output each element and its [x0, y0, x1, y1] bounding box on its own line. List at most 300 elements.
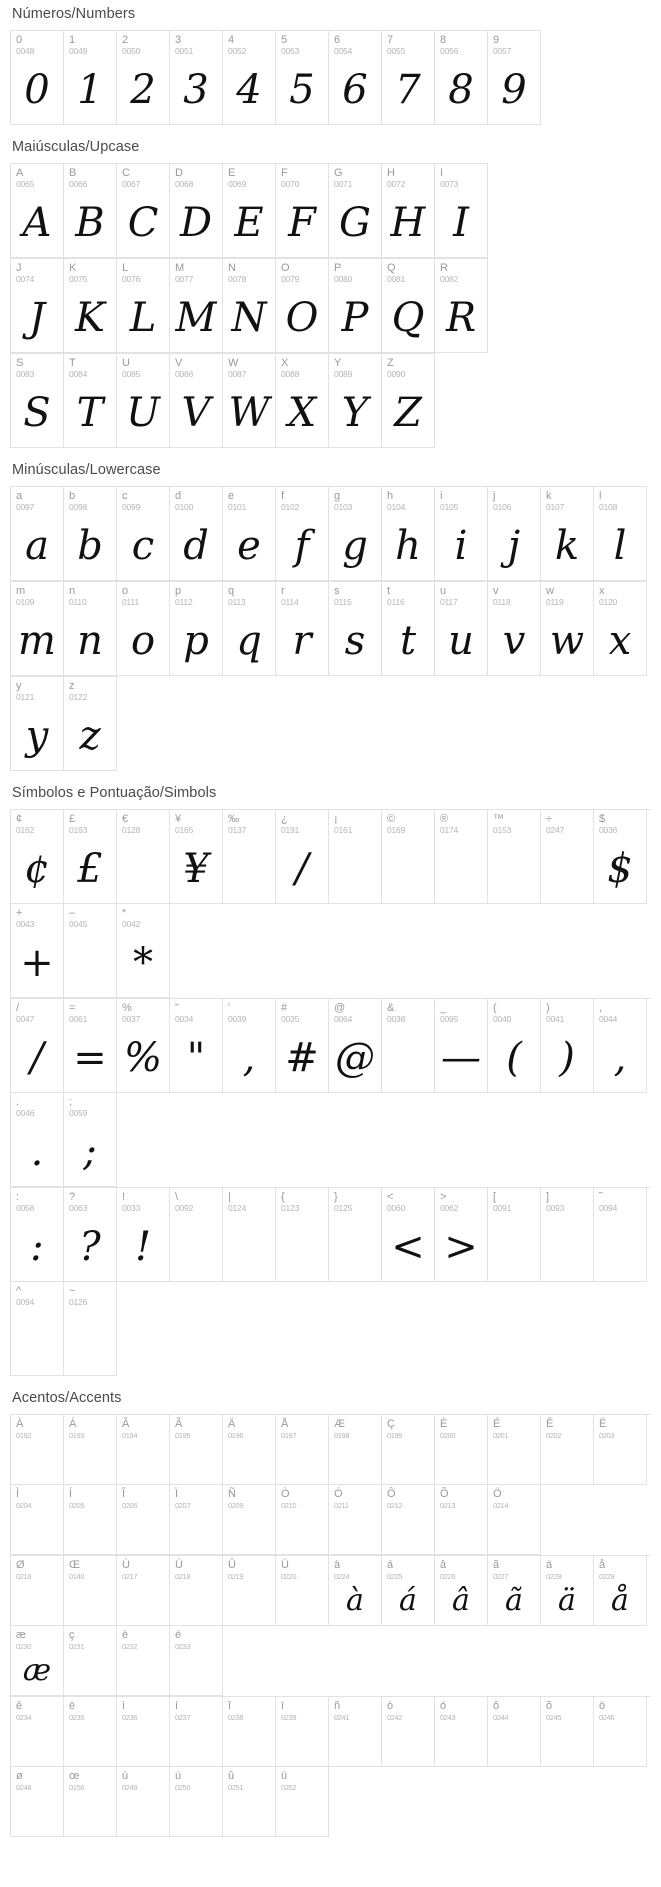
- glyph-preview: P: [341, 295, 369, 341]
- glyph-preview: [170, 1507, 222, 1553]
- glyph-cell[interactable]: [117, 904, 170, 998]
- glyph-cell[interactable]: [541, 487, 594, 581]
- glyph-cell[interactable]: [276, 582, 329, 676]
- glyph-code-label: 0069: [228, 179, 247, 189]
- glyph-cell[interactable]: [64, 259, 117, 353]
- glyph-cell[interactable]: [382, 1415, 435, 1485]
- glyph-preview: [170, 1437, 222, 1483]
- glyph-char-label: ì: [122, 1700, 126, 1712]
- glyph-char-label: .: [16, 1096, 20, 1108]
- glyph-cell[interactable]: [382, 1188, 435, 1282]
- glyph-cell[interactable]: [594, 582, 647, 676]
- glyph-cell[interactable]: [64, 487, 117, 581]
- glyph-char-label: Å: [281, 1418, 289, 1430]
- glyph-cell[interactable]: [170, 1697, 223, 1767]
- glyph-cell[interactable]: [488, 31, 541, 125]
- glyph-char-label: œ: [69, 1770, 80, 1782]
- glyph-char-label: F: [281, 167, 288, 179]
- glyph-cell[interactable]: [64, 354, 117, 448]
- glyph-preview: ": [186, 1035, 206, 1081]
- glyph-code-label: 0117: [440, 597, 458, 607]
- glyph-char-label: ;: [69, 1096, 73, 1108]
- glyph-preview: E: [234, 200, 264, 246]
- glyph-cell[interactable]: [11, 1093, 64, 1187]
- glyph-code-label: 0197: [281, 1431, 297, 1440]
- glyph-code-label: 0209: [228, 1501, 244, 1510]
- glyph-cell[interactable]: [594, 1188, 647, 1282]
- glyph-cell[interactable]: [117, 1188, 170, 1282]
- glyph-cell[interactable]: [223, 487, 276, 581]
- glyph-preview: 6: [342, 67, 368, 113]
- glyph-cell[interactable]: [11, 259, 64, 353]
- glyph-cell[interactable]: [117, 1626, 170, 1696]
- glyph-code-label: 0241: [334, 1713, 350, 1722]
- glyph-cell[interactable]: [329, 487, 382, 581]
- glyph-cell[interactable]: [64, 1485, 117, 1555]
- glyph-code-label: 0115: [334, 597, 352, 607]
- glyph-cell[interactable]: [541, 1415, 594, 1485]
- glyph-cell[interactable]: [170, 487, 223, 581]
- glyph-cell[interactable]: [594, 1697, 647, 1767]
- glyph-cell[interactable]: [64, 677, 117, 771]
- glyph-cell[interactable]: [382, 1556, 435, 1626]
- glyph-char-label: ü: [281, 1770, 288, 1782]
- glyph-char-label: D: [175, 167, 183, 179]
- glyph-cell[interactable]: [541, 1188, 594, 1282]
- glyph-cell[interactable]: [435, 1188, 488, 1282]
- glyph-cell[interactable]: [276, 1415, 329, 1485]
- glyph-cell[interactable]: [64, 1626, 117, 1696]
- glyph-preview: —: [441, 1035, 481, 1081]
- glyph-char-label: W: [228, 357, 239, 369]
- glyph-cell[interactable]: [64, 164, 117, 258]
- glyph-char-label: @: [334, 1002, 346, 1014]
- glyph-cell[interactable]: [276, 999, 329, 1093]
- glyph-cell[interactable]: [117, 487, 170, 581]
- glyph-cell[interactable]: [488, 810, 541, 904]
- glyph-preview: [594, 1214, 646, 1280]
- glyph-cell[interactable]: [11, 164, 64, 258]
- glyph-cell[interactable]: [170, 354, 223, 448]
- glyph-preview: 5: [289, 67, 315, 113]
- glyph-cell[interactable]: [11, 1556, 64, 1626]
- glyph-code-label: 0071: [334, 179, 353, 189]
- glyph-cell[interactable]: [435, 1556, 488, 1626]
- glyph-char-label: K: [69, 262, 77, 274]
- glyph-preview: æ: [22, 1653, 52, 1688]
- glyph-cell[interactable]: [541, 582, 594, 676]
- glyph-char-label: 8: [440, 34, 447, 46]
- glyph-cell[interactable]: [541, 810, 594, 904]
- glyph-cell[interactable]: [276, 1188, 329, 1282]
- glyph-cell[interactable]: [11, 810, 64, 904]
- glyph-cell[interactable]: [488, 1556, 541, 1626]
- glyph-char-label: p: [175, 585, 182, 597]
- glyph-preview: v: [502, 618, 526, 664]
- glyph-cell[interactable]: [382, 354, 435, 448]
- glyph-cell[interactable]: [223, 1767, 276, 1837]
- glyph-cell[interactable]: [329, 1415, 382, 1485]
- glyph-cell[interactable]: [117, 1485, 170, 1555]
- glyph-char-label: ": [175, 1002, 179, 1014]
- glyph-cell[interactable]: [488, 1697, 541, 1767]
- glyph-code-label: 0041: [546, 1014, 565, 1024]
- glyph-cell[interactable]: [170, 582, 223, 676]
- glyph-cell[interactable]: [223, 1485, 276, 1555]
- glyph-char-label: h: [387, 490, 394, 502]
- glyph-preview: M: [175, 295, 217, 341]
- glyph-cell[interactable]: [223, 1556, 276, 1626]
- glyph-code-label: 0248: [16, 1783, 32, 1792]
- glyph-cell[interactable]: [435, 31, 488, 125]
- glyph-preview: [435, 836, 487, 902]
- glyph-cell[interactable]: [170, 1556, 223, 1626]
- glyph-cell[interactable]: [117, 259, 170, 353]
- glyph-cell[interactable]: [64, 1282, 117, 1376]
- glyph-cell[interactable]: [488, 999, 541, 1093]
- glyph-preview: [488, 1437, 540, 1483]
- glyph-code-label: 0111: [122, 597, 139, 607]
- glyph-cell[interactable]: [223, 1697, 276, 1767]
- glyph-cell[interactable]: [276, 354, 329, 448]
- glyph-code-label: 0116: [387, 597, 405, 607]
- glyph-code-label: 0044: [599, 1014, 618, 1024]
- glyph-cell[interactable]: [329, 259, 382, 353]
- glyph-code-label: 0045: [69, 919, 88, 929]
- glyph-cell[interactable]: [382, 999, 435, 1093]
- glyph-code-label: 0049: [69, 46, 88, 56]
- glyph-cell[interactable]: [276, 259, 329, 353]
- glyph-cell[interactable]: [11, 1188, 64, 1282]
- glyph-cell[interactable]: [11, 677, 64, 771]
- glyph-cell[interactable]: [11, 582, 64, 676]
- glyph-cell[interactable]: [435, 487, 488, 581]
- glyph-cell[interactable]: [64, 1767, 117, 1837]
- glyph-char-label: û: [228, 1770, 235, 1782]
- glyph-cell[interactable]: [11, 904, 64, 998]
- glyph-preview: %: [123, 1035, 162, 1081]
- glyph-cell[interactable]: [488, 487, 541, 581]
- glyph-char-label: y: [16, 680, 22, 692]
- glyph-cell[interactable]: [329, 1697, 382, 1767]
- glyph-cell[interactable]: [276, 164, 329, 258]
- glyph-cell[interactable]: [64, 1697, 117, 1767]
- glyph-preview: f: [294, 523, 310, 569]
- glyph-code-label: 0237: [175, 1713, 191, 1722]
- glyph-cell[interactable]: [382, 164, 435, 258]
- glyph-cell[interactable]: [594, 1415, 647, 1485]
- glyph-char-label: €: [122, 813, 129, 825]
- glyph-cell[interactable]: [382, 31, 435, 125]
- glyph-char-label: 7: [387, 34, 394, 46]
- glyph-cell[interactable]: [223, 810, 276, 904]
- glyph-code-label: 0161: [334, 825, 353, 835]
- glyph-cell[interactable]: [11, 1626, 64, 1696]
- glyph-char-label: c: [122, 490, 128, 502]
- glyph-cell[interactable]: [11, 1697, 64, 1767]
- glyph-code-label: 0037: [122, 1014, 141, 1024]
- glyph-char-label: (: [493, 1002, 497, 1014]
- glyph-code-label: 0040: [493, 1014, 512, 1024]
- glyph-cell[interactable]: [11, 1767, 64, 1837]
- glyph-cell[interactable]: [488, 1188, 541, 1282]
- glyph-code-label: 0110: [69, 597, 87, 607]
- glyph-preview: [117, 1437, 169, 1483]
- glyph-code-label: 0065: [16, 179, 35, 189]
- glyph-preview: i: [454, 523, 468, 569]
- glyph-preview: [11, 1507, 63, 1553]
- glyph-cell[interactable]: [117, 999, 170, 1093]
- glyph-section: [10, 125, 651, 448]
- glyph-cell[interactable]: [276, 31, 329, 125]
- glyph-preview: o: [130, 618, 156, 664]
- glyph-cell[interactable]: [223, 1188, 276, 1282]
- glyph-code-label: 0235: [69, 1713, 85, 1722]
- glyph-cell[interactable]: [435, 810, 488, 904]
- glyph-cell[interactable]: [11, 1282, 64, 1376]
- glyph-cell[interactable]: [223, 582, 276, 676]
- glyph-cell[interactable]: [117, 582, 170, 676]
- glyph-cell[interactable]: [170, 810, 223, 904]
- glyph-cell[interactable]: [276, 1697, 329, 1767]
- glyph-code-label: 0106: [493, 502, 512, 512]
- glyph-cell[interactable]: [11, 999, 64, 1093]
- section-title: Símbolos e Pontuação/Simbols: [12, 785, 217, 801]
- glyph-cell[interactable]: [435, 1697, 488, 1767]
- glyph-cell[interactable]: [435, 1415, 488, 1485]
- glyph-code-label: 0123: [281, 1203, 300, 1213]
- glyph-cell[interactable]: [435, 164, 488, 258]
- glyph-cell[interactable]: [382, 582, 435, 676]
- glyph-preview: [11, 1578, 63, 1624]
- glyph-cell[interactable]: [541, 1697, 594, 1767]
- glyph-char-label: f: [281, 490, 285, 502]
- glyph-cell[interactable]: [64, 904, 117, 998]
- glyph-preview: [594, 1719, 646, 1765]
- glyph-cell[interactable]: [11, 487, 64, 581]
- glyph-cell[interactable]: [64, 1556, 117, 1626]
- glyph-preview: y: [25, 713, 49, 759]
- glyph-preview: ,: [242, 1035, 256, 1081]
- glyph-section: [10, 771, 651, 1376]
- glyph-cell[interactable]: [170, 164, 223, 258]
- glyph-cell[interactable]: [223, 354, 276, 448]
- glyph-preview: <: [391, 1224, 425, 1270]
- glyph-cell[interactable]: [117, 1556, 170, 1626]
- glyph-preview: [329, 1719, 381, 1765]
- glyph-cell[interactable]: [329, 164, 382, 258]
- glyph-cell[interactable]: [223, 164, 276, 258]
- glyph-preview: ,: [613, 1035, 627, 1081]
- glyph-code-label: 0211: [334, 1501, 349, 1510]
- section-title: Números/Numbers: [12, 6, 136, 22]
- glyph-cell[interactable]: [329, 1556, 382, 1626]
- glyph-cell[interactable]: [276, 1767, 329, 1837]
- glyph-cell[interactable]: [170, 1626, 223, 1696]
- glyph-code-label: 0089: [334, 369, 353, 379]
- glyph-char-label: 1: [69, 34, 76, 46]
- glyph-char-label: V: [175, 357, 183, 369]
- glyph-preview: .: [30, 1129, 44, 1175]
- glyph-preview: [541, 1214, 593, 1280]
- glyph-preview: 9: [501, 67, 527, 113]
- glyph-cell[interactable]: [435, 582, 488, 676]
- glyph-code-label: 0153: [493, 825, 512, 835]
- glyph-cell[interactable]: [594, 810, 647, 904]
- glyph-cell[interactable]: [170, 999, 223, 1093]
- glyph-char-label: ¿: [281, 813, 288, 825]
- glyph-char-label: ö: [599, 1700, 606, 1712]
- section-title: Minúsculas/Lowercase: [12, 462, 161, 478]
- glyph-code-label: 0103: [334, 502, 353, 512]
- glyph-code-label: 0051: [175, 46, 194, 56]
- glyph-code-label: 0085: [122, 369, 141, 379]
- glyph-cell[interactable]: [170, 1415, 223, 1485]
- glyph-cell[interactable]: [276, 1556, 329, 1626]
- glyph-cell[interactable]: [223, 259, 276, 353]
- glyph-cell[interactable]: [329, 1188, 382, 1282]
- glyph-char-label: 2: [122, 34, 129, 46]
- glyph-cell[interactable]: [11, 1415, 64, 1485]
- glyph-cell[interactable]: [435, 1485, 488, 1555]
- glyph-code-label: 0207: [175, 1501, 191, 1510]
- glyph-char-label: ]: [546, 1191, 550, 1203]
- glyph-cell[interactable]: [170, 1188, 223, 1282]
- glyph-cell[interactable]: [329, 31, 382, 125]
- glyph-cell[interactable]: [382, 1485, 435, 1555]
- glyph-char-label: 3: [175, 34, 182, 46]
- glyph-cell[interactable]: [594, 1556, 647, 1626]
- glyph-preview: D: [179, 200, 213, 246]
- glyph-cell[interactable]: [488, 1415, 541, 1485]
- glyph-code-label: 0068: [175, 179, 194, 189]
- glyph-cell[interactable]: [435, 259, 488, 353]
- glyph-preview: å: [611, 1583, 629, 1618]
- glyph-cell[interactable]: [170, 31, 223, 125]
- glyph-cell[interactable]: [329, 1485, 382, 1555]
- glyph-char-label: É: [493, 1418, 501, 1430]
- glyph-cell[interactable]: [329, 354, 382, 448]
- glyph-cell[interactable]: [276, 810, 329, 904]
- sections-root: [10, 0, 651, 1837]
- glyph-cell[interactable]: [276, 487, 329, 581]
- glyph-cell[interactable]: [382, 810, 435, 904]
- glyph-char-label: ¥: [175, 813, 182, 825]
- glyph-code-label: 0114: [281, 597, 299, 607]
- glyph-preview: [223, 836, 275, 902]
- glyph-char-label: \: [175, 1191, 179, 1203]
- glyph-cell[interactable]: [117, 31, 170, 125]
- glyph-code-label: 0214: [493, 1501, 509, 1510]
- glyph-cell[interactable]: [170, 1767, 223, 1837]
- glyph-cell[interactable]: [11, 31, 64, 125]
- glyph-cell[interactable]: [435, 999, 488, 1093]
- glyph-cell[interactable]: [117, 1415, 170, 1485]
- glyph-cell[interactable]: [594, 999, 647, 1093]
- glyph-cell[interactable]: [541, 1556, 594, 1626]
- glyph-char-label: k: [546, 490, 552, 502]
- glyph-code-label: 0162: [16, 825, 35, 835]
- glyph-cell[interactable]: [170, 1485, 223, 1555]
- glyph-code-label: 0036: [599, 825, 618, 835]
- glyph-cell[interactable]: [117, 1767, 170, 1837]
- glyph-char-label: Œ: [69, 1559, 80, 1571]
- glyph-cell[interactable]: [11, 354, 64, 448]
- glyph-preview: [64, 930, 116, 996]
- glyph-char-label: a: [16, 490, 23, 502]
- glyph-cell[interactable]: [117, 164, 170, 258]
- glyph-char-label: z: [69, 680, 75, 692]
- glyph-cell[interactable]: [64, 582, 117, 676]
- glyph-char-label: ~: [69, 1285, 76, 1297]
- glyph-cell[interactable]: [64, 999, 117, 1093]
- glyph-cell[interactable]: [11, 1485, 64, 1555]
- glyph-cell[interactable]: [276, 1485, 329, 1555]
- glyph-preview: [541, 1719, 593, 1765]
- glyph-preview: [223, 1507, 275, 1553]
- glyph-cell[interactable]: [64, 810, 117, 904]
- glyph-preview: [276, 1214, 328, 1280]
- glyph-cell[interactable]: [223, 999, 276, 1093]
- glyph-char-label: ÷: [546, 813, 553, 825]
- glyph-preview: @: [335, 1035, 375, 1081]
- glyph-cell[interactable]: [382, 1697, 435, 1767]
- glyph-cell[interactable]: [117, 1697, 170, 1767]
- glyph-char-label: ©: [387, 813, 396, 825]
- glyph-preview: [64, 1308, 116, 1374]
- glyph-cell[interactable]: [117, 810, 170, 904]
- glyph-code-label: 0081: [387, 274, 406, 284]
- glyph-preview: [223, 1578, 275, 1624]
- glyph-cell[interactable]: [64, 1415, 117, 1485]
- glyph-cell[interactable]: [329, 810, 382, 904]
- glyph-preview: /: [295, 846, 309, 892]
- glyph-code-label: 0054: [334, 46, 353, 56]
- glyph-char-label: Â: [122, 1418, 130, 1430]
- glyph-cell[interactable]: [541, 999, 594, 1093]
- glyph-cell[interactable]: [594, 487, 647, 581]
- glyph-cell[interactable]: [64, 1093, 117, 1187]
- glyph-code-label: 0061: [69, 1014, 88, 1024]
- glyph-cell[interactable]: [488, 1485, 541, 1555]
- glyph-preview: [64, 1578, 116, 1624]
- glyph-row: [10, 1187, 651, 1376]
- glyph-cell[interactable]: [223, 31, 276, 125]
- glyph-cell[interactable]: [329, 582, 382, 676]
- glyph-cell[interactable]: [170, 259, 223, 353]
- glyph-char-label: ù: [122, 1770, 129, 1782]
- glyph-char-label: x: [599, 585, 605, 597]
- glyph-char-label: N: [228, 262, 236, 274]
- glyph-cell[interactable]: [488, 582, 541, 676]
- glyph-preview: b: [77, 523, 103, 569]
- glyph-preview: [11, 1308, 63, 1374]
- glyph-cell[interactable]: [64, 31, 117, 125]
- glyph-code-label: 0086: [175, 369, 194, 379]
- glyph-preview: r: [292, 618, 312, 664]
- glyph-cell[interactable]: [382, 487, 435, 581]
- glyph-cell[interactable]: [64, 1188, 117, 1282]
- glyph-cell[interactable]: [223, 1415, 276, 1485]
- glyph-preview: m: [18, 618, 56, 664]
- glyph-cell[interactable]: [329, 999, 382, 1093]
- glyph-char-label: G: [334, 167, 343, 179]
- glyph-cell[interactable]: [117, 354, 170, 448]
- glyph-cell[interactable]: [382, 259, 435, 353]
- glyph-code-label: 0101: [228, 502, 247, 512]
- glyph-row: [10, 163, 488, 258]
- glyph-code-label: 0073: [440, 179, 459, 189]
